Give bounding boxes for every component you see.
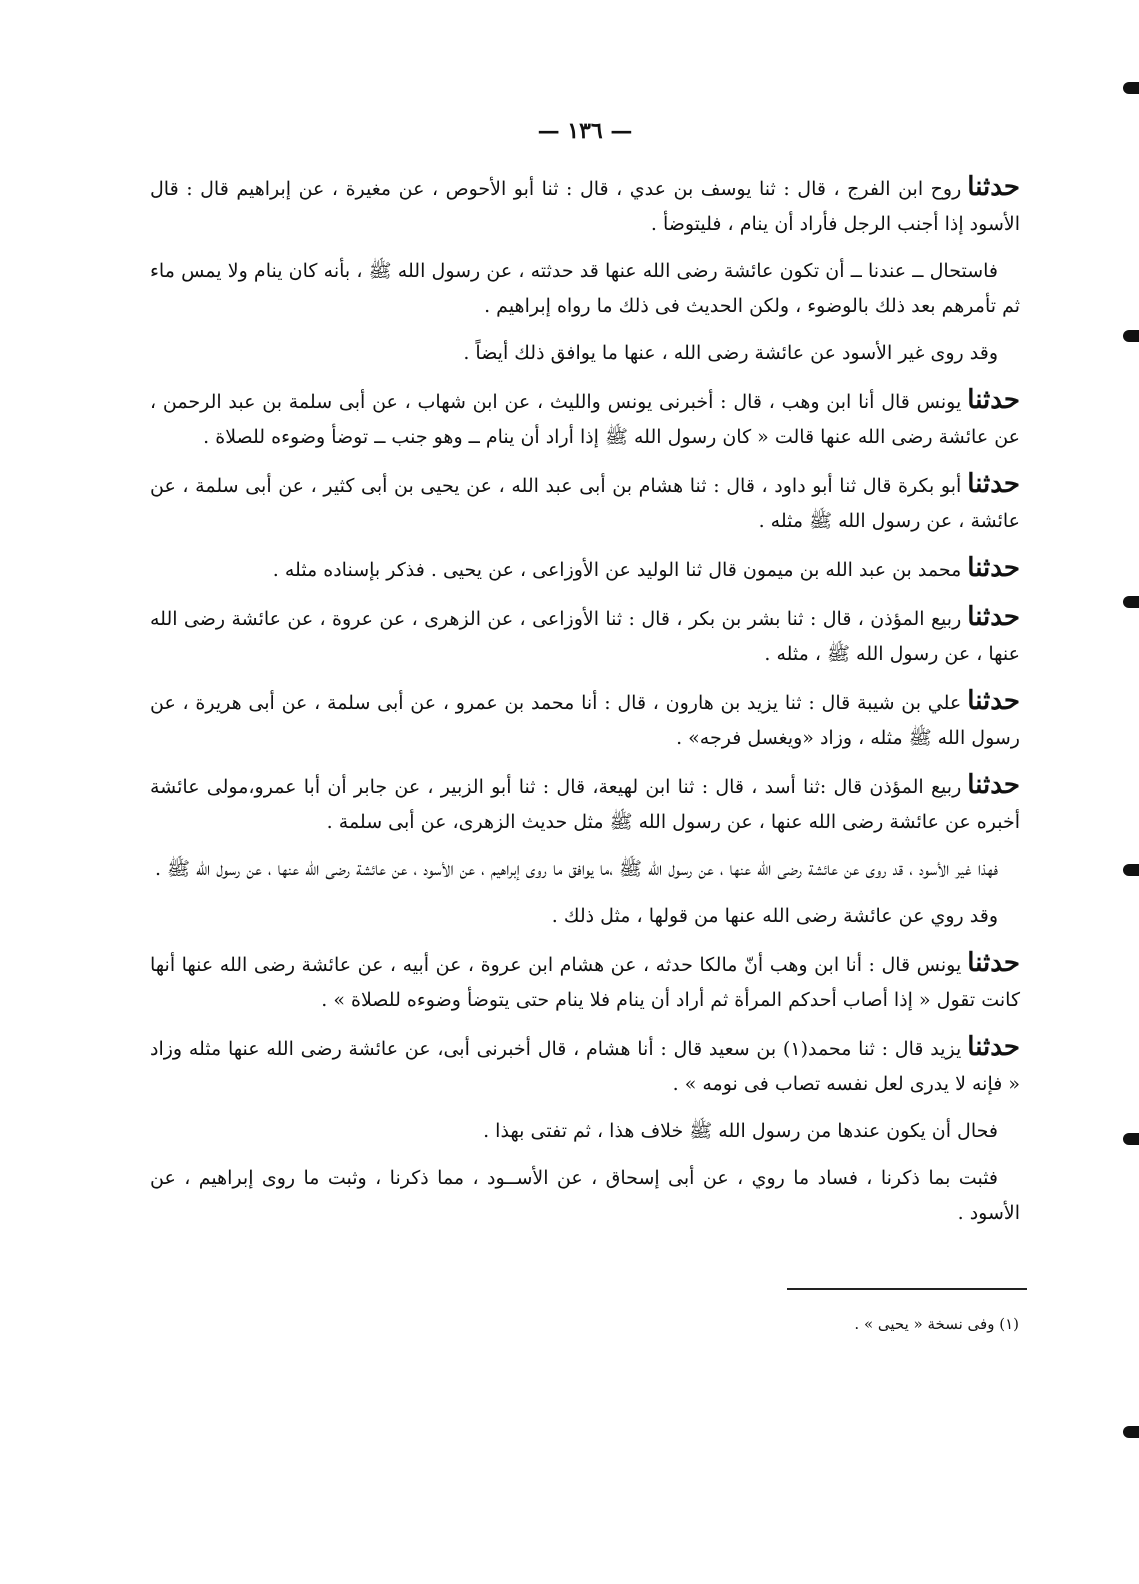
paragraph-text: فثبت بما ذكرنا ، فساد ما روي ، عن أبى إسحاق ، عن الأســود ، مما ذكرنا ، وثبت ما روى إبراهيم ، عن الأسود .	[150, 1167, 1020, 1224]
paragraph-text: وقد روي عن عائشة رضى الله عنها من قولها ، مثل ذلك .	[551, 905, 998, 927]
paragraph-text: وقد روى غير الأسود عن عائشة رضى الله ، عنها ما يوافق ذلك أيضاً .	[463, 342, 998, 364]
paragraph	[150, 600, 1020, 672]
paragraph-lead-word: حدثنا	[967, 385, 1020, 415]
paragraph	[150, 383, 1020, 455]
paragraph-text: يزيد قال : ثنا محمد(١) بن سعيد قال : أنا هشام ، قال أخبرنى أبى، عن عائشة رضى الله عنها مثله وزاد « فإنه لا يدرى لعل نفسه تصاب فى نومه » .	[150, 1038, 1020, 1095]
paragraph-text: روح ابن الفرج ، قال : ثنا يوسف بن عدي ، قال : ثنا أبو الأحوص ، عن مغيرة ، عن إبراهيم قال : قال الأسود إذا أجنب الرجل فأراد أن ينام ، فليتوضأ .	[150, 178, 1020, 235]
paragraph-lead-word: حدثنا	[967, 553, 1020, 583]
body-text	[150, 170, 1020, 1231]
paragraph-lead-word: حدثنا	[967, 770, 1020, 800]
paragraph	[150, 336, 1020, 371]
book-page	[150, 110, 1020, 1243]
paragraph	[150, 899, 1020, 934]
paragraph-lead-word: حدثنا	[967, 602, 1020, 632]
paragraph-lead-word: حدثنا	[967, 948, 1020, 978]
paragraph-text: فهذا غير الأسود ، قد روى عن عائشة رضى الله عنها ، عن رسول الله ﷺ ،ما يوافق ما روى إبراهيم ، عن الأسود ، عن عائشة رضى الله عنها ، عن رسول الله ﷺ .	[154, 858, 998, 880]
paragraph-lead-word: حدثنا	[967, 686, 1020, 716]
paragraph	[150, 1114, 1020, 1149]
paragraph	[150, 467, 1020, 539]
paragraph	[150, 1161, 1020, 1231]
paragraph-text: ربيع المؤذن ، قال : ثنا بشر بن بكر ، قال : ثنا الأوزاعى ، عن الزهرى ، عن عروة ، عن عائشة رضى الله عنها ، عن رسول الله ﷺ ، مثله .	[150, 608, 1020, 665]
edge-mark	[1123, 596, 1139, 608]
footnote: (١) وفى نسخة « يحيى » .	[854, 1315, 1019, 1333]
paragraph-lead-word: حدثنا	[967, 172, 1020, 202]
paragraph-text: أبو بكرة قال ثنا أبو داود ، قال : ثنا هشام بن أبى عبد الله ، عن يحيى بن أبى كثير ، عن أبى سلمة ، عن عائشة ، عن رسول الله ﷺ مثله .	[150, 475, 1020, 532]
edge-mark	[1123, 1426, 1139, 1438]
edge-mark	[1123, 864, 1139, 876]
paragraph	[150, 946, 1020, 1018]
paragraph-text: يونس قال أنا ابن وهب ، قال : أخبرنى يونس والليث ، عن ابن شهاب ، عن أبى سلمة بن عبد الرحمن ، عن عائشة رضى الله عنها قالت « كان رسول الله ﷺ إذا أراد أن ينام ــ وهو جنب ــ توضأ وضوءه للصلاة .	[150, 391, 1020, 448]
paragraph	[150, 768, 1020, 840]
paragraph	[150, 1030, 1020, 1102]
paragraph-text: يونس قال : أنا ابن وهب أنّ مالكا حدثه ، عن هشام ابن عروة ، عن أبيه ، عن عائشة رضى الله عنها أنها كانت تقول « إذا أصاب أحدكم المرأة ثم أراد أن ينام فلا ينام حتى يتوضأ وضوءه للصلاة » .	[150, 954, 1020, 1011]
paragraph-lead-word: حدثنا	[967, 1032, 1020, 1062]
paragraph	[150, 170, 1020, 242]
footnote-divider	[787, 1288, 1027, 1290]
paragraph	[150, 551, 1020, 588]
paragraph-text: محمد بن عبد الله بن ميمون قال ثنا الوليد عن الأوزاعى ، عن يحيى . فذكر بإسناده مثله .	[272, 559, 962, 581]
edge-mark	[1123, 1133, 1139, 1145]
paragraph	[150, 852, 1020, 887]
paragraph-text: ربيع المؤذن قال :ثنا أسد ، قال : ثنا ابن لهيعة، قال : ثنا أبو الزبير ، عن جابر أن أبا عمرو،مولى عائشة أخبره عن عائشة رضى الله عنها ، عن رسول الله ﷺ مثل حديث الزهرى، عن أبى سلمة .	[150, 776, 1020, 833]
paragraph-lead-word: حدثنا	[967, 469, 1020, 499]
edge-mark	[1123, 330, 1139, 342]
paragraph-text: فاستحال ــ عندنا ــ أن تكون عائشة رضى الله عنها قد حدثته ، عن رسول الله ﷺ ، بأنه كان ينام ولا يمس ماء ثم تأمرهم بعد ذلك بالوضوء ، ولكن الحديث فى ذلك ما رواه إبراهيم .	[150, 260, 1020, 317]
paragraph-text: فحال أن يكون عندها من رسول الله ﷺ خلاف هذا ، ثم تفتى بهذا .	[483, 1120, 998, 1142]
paragraph-text: علي بن شيبة قال : ثنا يزيد بن هارون ، قال : أنا محمد بن عمرو ، عن أبى سلمة ، عن أبى هريرة ، عن رسول الله ﷺ مثله ، وزاد «ويغسل فرجه» .	[150, 692, 1020, 749]
paragraph	[150, 254, 1020, 324]
paragraph	[150, 684, 1020, 756]
edge-mark	[1123, 82, 1139, 94]
page-number: — ١٣٦ —	[537, 118, 633, 144]
